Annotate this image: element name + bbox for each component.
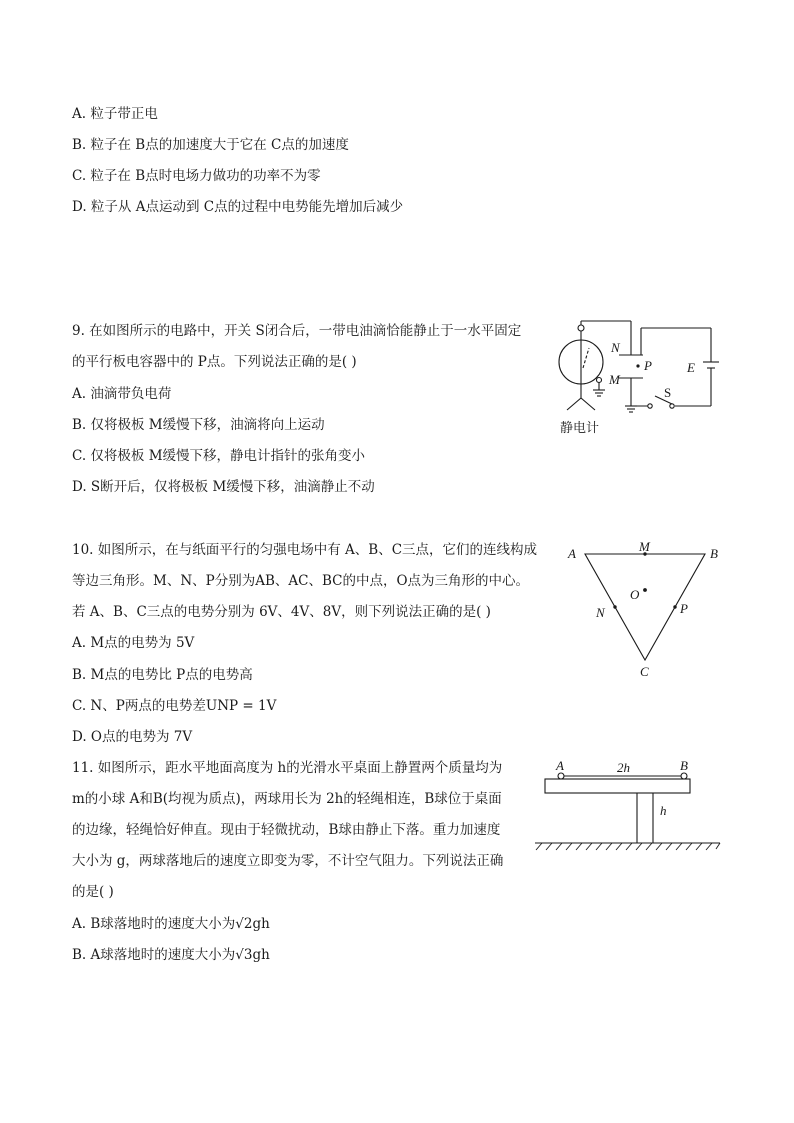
label-c: C: [640, 664, 649, 679]
q11-option-a: A. B球落地时的速度大小为√2gh: [72, 916, 270, 932]
label-m: M: [639, 539, 650, 554]
oil-drop-point-p: [636, 364, 639, 367]
label-p: P: [680, 601, 688, 616]
q10-option-d: D. O点的电势为 7V: [72, 729, 193, 745]
q11-stem-line-4: 大小为 g，两球落地后的速度立即变为零，不计空气阻力。下列说法正确: [72, 853, 504, 869]
label-p: P: [644, 358, 652, 373]
label-n: N: [596, 605, 605, 620]
ball-a: [558, 773, 564, 779]
label-n: N: [611, 340, 620, 355]
q11-table-figure: [530, 755, 725, 855]
q11-stem-line-1: 11. 如图所示，距水平地面高度为 h的光滑水平桌面上静置两个质量均为: [72, 760, 503, 776]
label-s: S: [664, 385, 672, 400]
electroscope-caption: 静电计: [560, 421, 600, 436]
point-o: [643, 588, 647, 592]
point-p: [673, 605, 676, 608]
point-n: [613, 605, 616, 608]
q8-option-d: D. 粒子从 A点运动到 C点的过程中电势能先增加后减少: [72, 199, 404, 215]
q9-option-c: C. 仅将极板 M缓慢下移，静电计指针的张角变小: [72, 448, 366, 464]
q10-option-b: B. M点的电势比 P点的电势高: [72, 667, 253, 683]
label-b: B: [710, 546, 718, 561]
q8-option-c: C. 粒子在 B点时电场力做功的功率不为零: [72, 168, 321, 184]
q9-option-d: D. S断开后，仅将极板 M缓慢下移，油滴静止不动: [72, 479, 375, 495]
q10-triangle-figure: [560, 536, 730, 686]
q9-stem-line-2: 的平行板电容器中的 P点。下列说法正确的是( ): [72, 354, 357, 370]
q10-stem-line-2: 等边三角形。M、N、P分别为AB、AC、BC的中点，O点为三角形的中心。: [72, 573, 530, 589]
label-h: h: [660, 803, 667, 818]
q9-option-b: B. 仅将极板 M缓慢下移，油滴将向上运动: [72, 417, 325, 433]
q8-option-a: A. 粒子带正电: [72, 106, 158, 122]
q11-option-b: B. A球落地时的速度大小为√3gh: [72, 947, 270, 963]
label-2h: 2h: [617, 760, 630, 775]
label-m: M: [609, 372, 620, 387]
label-e: E: [687, 360, 695, 375]
label-b: B: [680, 758, 688, 773]
ball-b: [681, 773, 687, 779]
label-o: O: [630, 587, 640, 602]
table-top: [545, 779, 690, 793]
q11-stem-line-2: m的小球 A和B(均视为质点)，两球用长为 2h的轻绳相连，B球位于桌面: [72, 791, 502, 807]
electroscope-needle: [583, 348, 589, 368]
q11-stem-line-3: 的边缘，轻绳恰好伸直。现由于轻微扰动，B球由静止下落。重力加速度: [72, 822, 501, 838]
q10-option-a: A. M点的电势为 5V: [72, 635, 195, 651]
q8-option-b: B. 粒子在 B点的加速度大于它在 C点的加速度: [72, 137, 349, 153]
q9-option-a: A. 油滴带负电荷: [72, 386, 172, 402]
q10-option-c: C. N、P两点的电势差UNP = 1V: [72, 698, 277, 714]
electroscope-top-knob: [578, 325, 584, 331]
q10-stem-line-3: 若 A、B、C三点的电势分别为 6V、4V、8V，则下列说法正确的是( ): [72, 604, 491, 620]
q9-circuit-figure: [545, 318, 725, 440]
label-a: A: [568, 546, 576, 561]
label-a: A: [556, 758, 564, 773]
q10-stem-line-1: 10. 如图所示，在与纸面平行的匀强电场中有 A、B、C三点，它们的连线构成: [72, 542, 538, 558]
q11-stem-line-5: 的是( ): [72, 884, 114, 900]
q9-stem-line-1: 9. 在如图所示的电路中，开关 S闭合后，一带电油滴恰能静止于一水平固定: [72, 323, 522, 339]
